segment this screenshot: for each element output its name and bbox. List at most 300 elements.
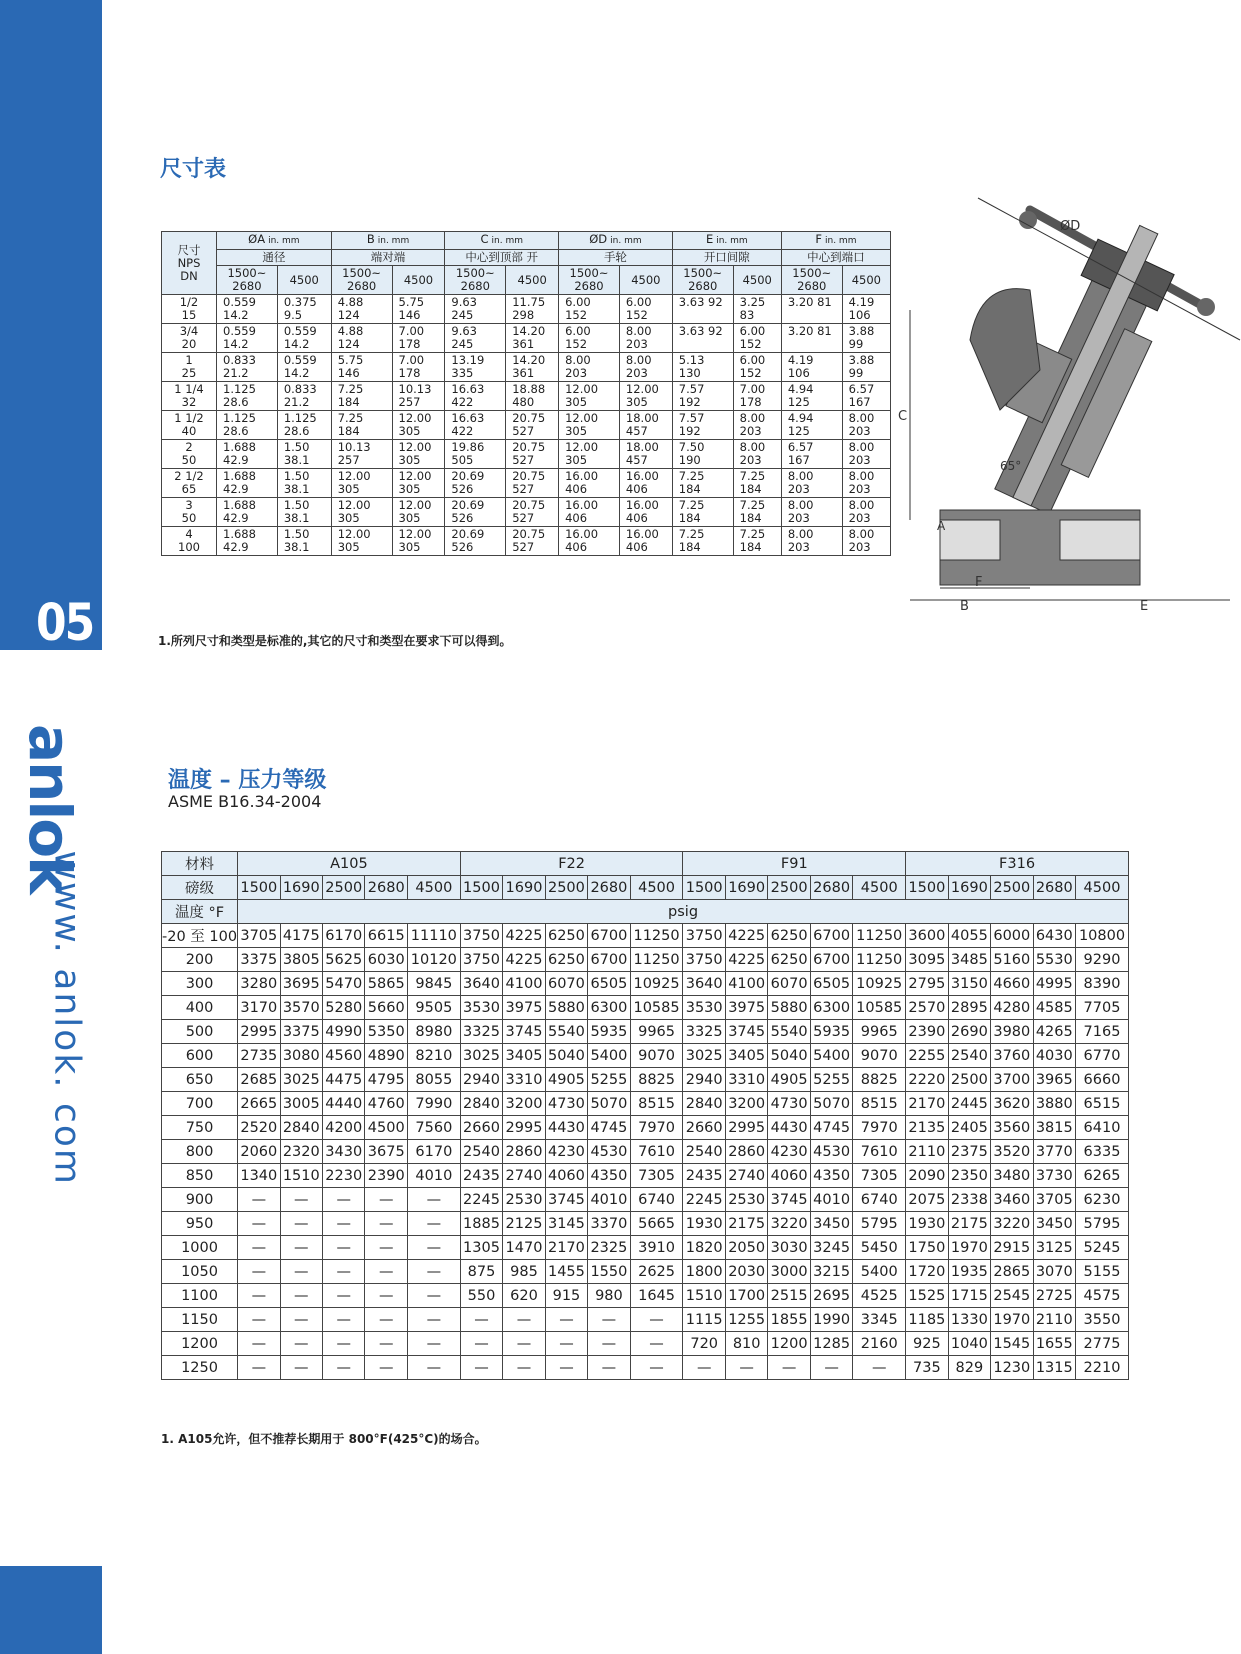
temperature-value: 200 (162, 948, 238, 972)
dimension-value: 1.688 42.9 (217, 440, 278, 469)
pressure-value: 3695 (280, 972, 322, 996)
pressure-value: 620 (503, 1284, 545, 1308)
class-header: 磅级 (162, 876, 238, 900)
dimension-value: 12.00 305 (559, 382, 620, 411)
pressure-value: 2940 (683, 1068, 725, 1092)
dimension-value: 8.00 203 (842, 440, 890, 469)
pressure-value: 3750 (460, 948, 502, 972)
pressure-value: 6170 (323, 924, 365, 948)
pressure-value: — (323, 1308, 365, 1332)
table-row (162, 527, 891, 556)
pressure-value: 8515 (630, 1092, 683, 1116)
group-desc: 通径 (217, 250, 332, 266)
pressure-value: — (407, 1236, 460, 1260)
pressure-value: 1700 (725, 1284, 767, 1308)
pressure-value: — (280, 1332, 322, 1356)
pressure-value: 3215 (810, 1260, 852, 1284)
pressure-value: — (768, 1356, 810, 1380)
pressure-value: 7705 (1076, 996, 1129, 1020)
class-header: 4500 (733, 266, 781, 295)
pressure-value: 7990 (407, 1092, 460, 1116)
pressure-value: — (725, 1356, 767, 1380)
pressure-value: — (238, 1356, 280, 1380)
pressure-value: 3530 (460, 996, 502, 1020)
table-row (162, 1260, 1129, 1284)
pressure-value: 6000 (991, 924, 1033, 948)
pressure-value: 3745 (503, 1020, 545, 1044)
pressure-value: 2060 (238, 1140, 280, 1164)
pressure-value: 6335 (1076, 1140, 1129, 1164)
pressure-value: 6250 (545, 948, 587, 972)
dimension-value: 7.25 184 (733, 527, 781, 556)
table-row (162, 1068, 1129, 1092)
pressure-value: 7560 (407, 1116, 460, 1140)
pressure-value: 4100 (503, 972, 545, 996)
pressure-value: 3220 (768, 1212, 810, 1236)
dimension-value: 8.00 203 (842, 527, 890, 556)
pressure-value: 7610 (630, 1140, 683, 1164)
group-desc: 中心到顶部 开 (445, 250, 559, 266)
dimension-value: 0.833 21.2 (217, 353, 278, 382)
temperature-value: 1150 (162, 1308, 238, 1332)
dimension-value: 3.63 92 (672, 295, 733, 324)
pressure-value: 3325 (460, 1020, 502, 1044)
pressure-value: — (323, 1236, 365, 1260)
dimension-value: 8.00 203 (781, 498, 842, 527)
pressure-value: 8825 (630, 1068, 683, 1092)
pressure-value: 2325 (588, 1236, 630, 1260)
dimension-value: 20.69 526 (445, 469, 506, 498)
pressure-value: 3220 (991, 1212, 1033, 1236)
nps-value: 3/4 (179, 324, 199, 338)
pressure-value: — (365, 1356, 407, 1380)
pressure-value: 9965 (630, 1020, 683, 1044)
dn-value: 25 (181, 366, 197, 380)
pressure-value: 6700 (810, 924, 852, 948)
table-row (162, 1164, 1129, 1188)
pressure-value: 1200 (768, 1332, 810, 1356)
material-name: F22 (460, 852, 683, 876)
pressure-value: 2740 (725, 1164, 767, 1188)
pressure-value: — (545, 1356, 587, 1380)
pressure-value: 3000 (768, 1260, 810, 1284)
class-value: 2680 (810, 876, 852, 900)
pressure-value: 2995 (503, 1116, 545, 1140)
label-B: B (960, 599, 969, 614)
pressure-value: 2725 (1033, 1284, 1075, 1308)
pressure-value: 4100 (725, 972, 767, 996)
pressure-value: 2865 (991, 1260, 1033, 1284)
table-row (162, 1020, 1129, 1044)
pressure-value: 4730 (768, 1092, 810, 1116)
dimension-value: 1.125 28.6 (217, 411, 278, 440)
pressure-value: 7970 (853, 1116, 906, 1140)
pressure-value: 3375 (238, 948, 280, 972)
dimension-note: 1.所列尺寸和类型是标准的,其它的尺寸和类型在要求下可以得到。 (158, 634, 512, 648)
pressure-value: 2775 (1076, 1332, 1129, 1356)
nps-value: 2 (185, 440, 193, 454)
size-cell (162, 527, 217, 556)
pressure-value: 2545 (991, 1284, 1033, 1308)
size-header-line: 尺寸 (177, 242, 201, 257)
group-header (781, 232, 890, 250)
pressure-value: 3450 (1033, 1212, 1075, 1236)
pressure-value: 3480 (991, 1164, 1033, 1188)
temperature-value: 650 (162, 1068, 238, 1092)
pressure-value: 1470 (503, 1236, 545, 1260)
dn-value: 40 (181, 424, 197, 438)
pressure-value: 11250 (853, 948, 906, 972)
pressure-value: 3745 (768, 1188, 810, 1212)
pressure-value: 9505 (407, 996, 460, 1020)
dimension-value: 5.75 146 (331, 353, 392, 382)
pressure-value: 5540 (545, 1020, 587, 1044)
pressure-value: 3310 (503, 1068, 545, 1092)
group-unit: in. mm (825, 236, 857, 246)
dn-value: 50 (181, 453, 197, 467)
pressure-value: 6410 (1076, 1116, 1129, 1140)
class-value: 1690 (725, 876, 767, 900)
pressure-value: 2210 (1076, 1356, 1129, 1380)
class-value: 4500 (407, 876, 460, 900)
dimension-value: 1.50 38.1 (277, 469, 331, 498)
pressure-value: 6505 (810, 972, 852, 996)
pressure-value: 1930 (683, 1212, 725, 1236)
size-header (162, 232, 217, 295)
pressure-value: 2170 (545, 1236, 587, 1260)
size-cell (162, 411, 217, 440)
pressure-value: 10925 (853, 972, 906, 996)
pressure-value: 2375 (948, 1140, 990, 1164)
pressure-value: 2860 (725, 1140, 767, 1164)
dimension-value: 6.00 152 (619, 295, 672, 324)
pressure-value: 3730 (1033, 1164, 1075, 1188)
pressure-value: 3975 (725, 996, 767, 1020)
pressure-value: 3375 (280, 1020, 322, 1044)
pressure-value: 3805 (280, 948, 322, 972)
temperature-header: 温度 °F (162, 900, 238, 924)
pressure-value: 4430 (768, 1116, 810, 1140)
table-row (162, 295, 891, 324)
dimension-value: 16.00 406 (619, 527, 672, 556)
pressure-value: — (407, 1284, 460, 1308)
dimension-value: 7.00 178 (392, 324, 445, 353)
pressure-value: 1230 (991, 1356, 1033, 1380)
pressure-value: 3325 (683, 1020, 725, 1044)
pressure-value: 11250 (630, 948, 683, 972)
pressure-value: 6030 (365, 948, 407, 972)
class-value: 4500 (630, 876, 683, 900)
pressure-value: — (545, 1308, 587, 1332)
pressure-value: 3025 (280, 1068, 322, 1092)
temperature-value: 800 (162, 1140, 238, 1164)
dimension-value: 7.25 184 (672, 469, 733, 498)
dimension-value: 7.25 184 (733, 469, 781, 498)
pressure-value: 8980 (407, 1020, 460, 1044)
class-header: 1500~ 2680 (217, 266, 278, 295)
table-row (162, 1092, 1129, 1116)
class-value: 2500 (991, 876, 1033, 900)
pressure-value: 3145 (545, 1212, 587, 1236)
dimension-value: 7.57 192 (672, 382, 733, 411)
group-header (672, 232, 781, 250)
pressure-value: 2160 (853, 1332, 906, 1356)
dimension-value: 12.00 305 (392, 527, 445, 556)
class-value: 1500 (238, 876, 280, 900)
pressure-value: 3200 (503, 1092, 545, 1116)
temperature-value: 950 (162, 1212, 238, 1236)
pressure-value: 2540 (460, 1140, 502, 1164)
group-desc: 端对端 (331, 250, 445, 266)
dimension-value: 5.13 130 (672, 353, 733, 382)
dimension-value: 12.00 305 (619, 382, 672, 411)
class-header: 1500~ 2680 (559, 266, 620, 295)
pressure-value: 2255 (906, 1044, 948, 1068)
dimension-value: 0.559 14.2 (217, 324, 278, 353)
pressure-value: 3705 (238, 924, 280, 948)
pressure-value: 3430 (323, 1140, 365, 1164)
pressure-value: — (683, 1356, 725, 1380)
dimension-value: 0.375 9.5 (277, 295, 331, 324)
pressure-value: — (503, 1356, 545, 1380)
dimension-value: 4.19 106 (842, 295, 890, 324)
class-value: 4500 (1076, 876, 1129, 900)
pressure-value: — (630, 1308, 683, 1332)
group-unit: in. mm (610, 236, 642, 246)
pressure-value: 4010 (810, 1188, 852, 1212)
pressure-value: 5880 (768, 996, 810, 1020)
group-unit: in. mm (716, 236, 748, 246)
table-row (162, 1356, 1129, 1380)
size-cell (162, 440, 217, 469)
dimension-value: 20.75 527 (506, 440, 559, 469)
pressure-value: 2125 (503, 1212, 545, 1236)
pressure-value: 11110 (407, 924, 460, 948)
pressure-value: 4745 (810, 1116, 852, 1140)
pressure-value: 6700 (810, 948, 852, 972)
pressure-value: 1970 (991, 1308, 1033, 1332)
pressure-note: 1. A105允许，但不推荐长期用于 800°F(425°C)的场合。 (161, 1432, 487, 1446)
pressure-value: 9070 (853, 1044, 906, 1068)
pressure-value: 4660 (991, 972, 1033, 996)
pressure-value: 1655 (1033, 1332, 1075, 1356)
pressure-value: 6250 (545, 924, 587, 948)
pressure-value: 1455 (545, 1260, 587, 1284)
pressure-value: 5400 (810, 1044, 852, 1068)
pressure-value: 3080 (280, 1044, 322, 1068)
table-row (162, 1212, 1129, 1236)
dimension-value: 3.88 99 (842, 353, 890, 382)
dimension-value: 20.75 527 (506, 411, 559, 440)
class-value: 2680 (588, 876, 630, 900)
pressure-value: 4230 (545, 1140, 587, 1164)
pressure-value: 3125 (1033, 1236, 1075, 1260)
table-row (162, 1284, 1129, 1308)
pressure-value: 10800 (1076, 924, 1129, 948)
pressure-section-subtitle: ASME B16.34-2004 (168, 792, 322, 811)
dimension-value: 18.00 457 (619, 440, 672, 469)
nps-value: 1 1/4 (174, 382, 204, 396)
pressure-value: 2840 (280, 1116, 322, 1140)
dimension-value: 9.63 245 (445, 324, 506, 353)
pressure-value: 3750 (460, 924, 502, 948)
dimension-value: 8.00 203 (733, 411, 781, 440)
pressure-value: — (407, 1308, 460, 1332)
pressure-value: — (630, 1356, 683, 1380)
pressure-value: 3370 (588, 1212, 630, 1236)
group-desc: 开口间隙 (672, 250, 781, 266)
pressure-value: 3405 (503, 1044, 545, 1068)
dimension-value: 10.13 257 (331, 440, 392, 469)
pressure-value: 5450 (853, 1236, 906, 1260)
table-row (162, 353, 891, 382)
pressure-value: 1750 (906, 1236, 948, 1260)
dimension-value: 6.00 152 (559, 295, 620, 324)
pressure-value: 1885 (460, 1212, 502, 1236)
pressure-value: 5400 (853, 1260, 906, 1284)
pressure-value: 6740 (853, 1188, 906, 1212)
temperature-value: 1050 (162, 1260, 238, 1284)
pressure-value: 2030 (725, 1260, 767, 1284)
nps-value: 2 1/2 (174, 469, 204, 483)
dimension-value: 4.19 106 (781, 353, 842, 382)
pressure-value: 6070 (545, 972, 587, 996)
class-value: 1500 (906, 876, 948, 900)
dimension-value: 8.00 203 (619, 353, 672, 382)
dn-value: 100 (178, 540, 200, 554)
pressure-value: 1800 (683, 1260, 725, 1284)
pressure-value: 2995 (238, 1020, 280, 1044)
size-header-line: NPS (177, 255, 201, 270)
pressure-value: 3620 (991, 1092, 1033, 1116)
dimension-value: 6.00 152 (559, 324, 620, 353)
dimension-value: 10.13 257 (392, 382, 445, 411)
nps-value: 3 (185, 498, 193, 512)
sidebar-bottom-band (0, 1566, 102, 1654)
pressure-value: — (323, 1188, 365, 1212)
dimension-table (161, 231, 891, 556)
pressure-value: 6700 (588, 948, 630, 972)
pressure-value: 3550 (1076, 1308, 1129, 1332)
dimension-value: 1.688 42.9 (217, 498, 278, 527)
pressure-value: 5255 (588, 1068, 630, 1092)
pressure-value: 1285 (810, 1332, 852, 1356)
table-row (162, 324, 891, 353)
pressure-value: 6660 (1076, 1068, 1129, 1092)
pressure-value: 3460 (991, 1188, 1033, 1212)
temperature-value: 1100 (162, 1284, 238, 1308)
table-row (162, 972, 1129, 996)
pressure-value: 6700 (588, 924, 630, 948)
pressure-value: 4350 (810, 1164, 852, 1188)
pressure-value: — (238, 1332, 280, 1356)
pressure-value: 5665 (630, 1212, 683, 1236)
dimension-value: 4.88 124 (331, 324, 392, 353)
pressure-value: 4060 (545, 1164, 587, 1188)
pressure-value: — (588, 1308, 630, 1332)
temperature-value: -20 至 100 (162, 924, 238, 948)
pressure-value: — (503, 1332, 545, 1356)
pressure-value: 4730 (545, 1092, 587, 1116)
pressure-value: — (365, 1284, 407, 1308)
pressure-value: 3705 (1033, 1188, 1075, 1212)
dimension-value: 12.00 305 (331, 527, 392, 556)
pressure-value: 4575 (1076, 1284, 1129, 1308)
pressure-value: 4905 (768, 1068, 810, 1092)
temperature-value: 750 (162, 1116, 238, 1140)
pressure-value: 4225 (503, 948, 545, 972)
pressure-value: — (238, 1188, 280, 1212)
dimension-value: 8.00 203 (733, 440, 781, 469)
pressure-value: 6770 (1076, 1044, 1129, 1068)
dimension-value: 18.88 480 (506, 382, 559, 411)
pressure-value: 8390 (1076, 972, 1129, 996)
pressure-value: 875 (460, 1260, 502, 1284)
dn-value: 20 (181, 337, 197, 351)
pressure-value: 4430 (545, 1116, 587, 1140)
pressure-table (161, 851, 1129, 1380)
material-name: A105 (238, 852, 461, 876)
dimension-value: 8.00 203 (842, 498, 890, 527)
pressure-value: 5935 (810, 1020, 852, 1044)
class-header: 1500~ 2680 (445, 266, 506, 295)
label-A: A (937, 519, 946, 533)
pressure-value: — (365, 1308, 407, 1332)
pressure-value: — (545, 1332, 587, 1356)
valve-drawing (898, 190, 1230, 630)
pressure-value: 3245 (810, 1236, 852, 1260)
pressure-value: 4280 (991, 996, 1033, 1020)
dimension-value: 6.57 167 (781, 440, 842, 469)
pressure-value: — (280, 1236, 322, 1260)
pressure-value: 5795 (853, 1212, 906, 1236)
dimension-value: 7.25 184 (733, 498, 781, 527)
class-header: 4500 (619, 266, 672, 295)
pressure-value: 3675 (365, 1140, 407, 1164)
pressure-value: 3700 (991, 1068, 1033, 1092)
group-unit: in. mm (377, 236, 410, 246)
pressure-value: — (588, 1332, 630, 1356)
pressure-value: 3600 (906, 924, 948, 948)
dimension-value: 20.69 526 (445, 498, 506, 527)
table-row (162, 924, 1129, 948)
pressure-value: 3520 (991, 1140, 1033, 1164)
pressure-value: 3310 (725, 1068, 767, 1092)
material-name: F316 (906, 852, 1129, 876)
pressure-value: 7165 (1076, 1020, 1129, 1044)
pressure-value: 2320 (280, 1140, 322, 1164)
pressure-value: 5470 (323, 972, 365, 996)
dimension-value: 7.25 184 (331, 411, 392, 440)
class-value: 2500 (323, 876, 365, 900)
table-row (162, 1044, 1129, 1068)
pressure-value: 3025 (460, 1044, 502, 1068)
dimension-value: 16.63 422 (445, 411, 506, 440)
table-row (162, 382, 891, 411)
pressure-value: — (238, 1260, 280, 1284)
dimension-value: 7.25 184 (672, 498, 733, 527)
pressure-value: 720 (683, 1332, 725, 1356)
pressure-value: 2895 (948, 996, 990, 1020)
pressure-value: 4530 (810, 1140, 852, 1164)
class-header: 1500~ 2680 (331, 266, 392, 295)
unit-label: psig (238, 900, 1129, 924)
pressure-value: 5880 (545, 996, 587, 1020)
class-value: 4500 (853, 876, 906, 900)
pressure-value: 2690 (948, 1020, 990, 1044)
dimension-value: 16.63 422 (445, 382, 506, 411)
pressure-value: 8210 (407, 1044, 460, 1068)
